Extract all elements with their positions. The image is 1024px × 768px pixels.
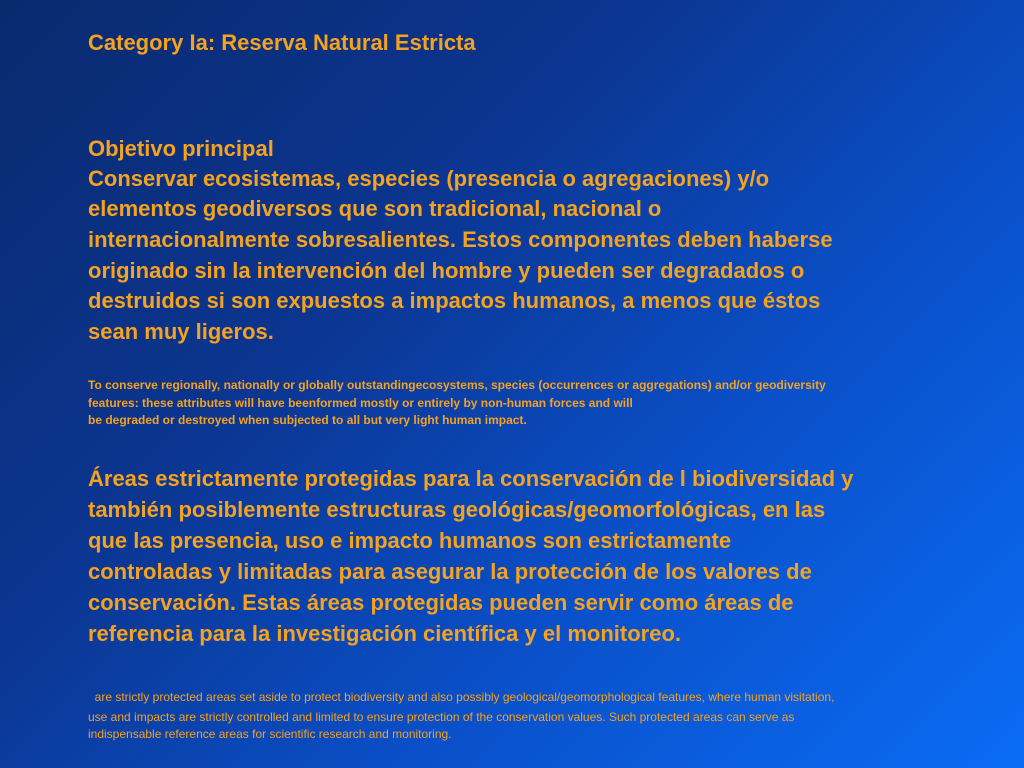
objective-text-line: elementos geodiversos que son tradicional, nacional o xyxy=(88,196,662,221)
description-english-line: indispensable reference areas for scientific research and monitoring. xyxy=(88,727,452,741)
objective-text-line: internacionalmente sobresalientes. Estos componentes deben haberse xyxy=(88,227,833,252)
description-text-line: conservación. Estas áreas protegidas pueden servir como áreas de xyxy=(88,590,794,615)
description-text-line: que las presencia, uso e impacto humanos son estrictamente xyxy=(88,528,732,553)
objective-text-line: originado sin la intervención del hombre y pueden ser degradados o xyxy=(88,258,805,283)
objective-heading: Objetivo principal xyxy=(88,136,274,161)
slide-title: Category Ia: Reserva Natural Estricta xyxy=(88,30,476,55)
objective-text-line: Conservar ecosistemas, especies (presencia o agregaciones) y/o xyxy=(88,166,770,191)
description-text-line: controladas y limitadas para asegurar la protección de los valores de xyxy=(88,559,812,584)
objective-text-line: destruidos si son expuestos a impactos humanos, a menos que éstos xyxy=(88,288,821,313)
description-text-line: también posiblemente estructuras geológicas/geomorfológicas, en las xyxy=(88,497,826,522)
objective-english-line: To conserve regionally, nationally or globally outstandingecosystems, species (occurrences or aggregations) and/or geodiversity xyxy=(88,378,826,392)
description-english-line: use and impacts are strictly controlled and limited to ensure protection of the conservation values. Such protected areas can serve as xyxy=(88,710,795,724)
description-text-line: Áreas estrictamente protegidas para la conservación de l biodiversidad y xyxy=(88,466,854,491)
description-text-line: referencia para la investigación científica y el monitoreo. xyxy=(88,621,681,646)
objective-english-line: be degraded or destroyed when subjected to all but very light human impact. xyxy=(88,413,527,427)
objective-text-line: sean muy ligeros. xyxy=(88,319,274,344)
description-english-line: are strictly protected areas set aside to protect biodiversity and also possibly geological/geomorphological features, where human visitation, xyxy=(88,690,835,704)
objective-english-line: features: these attributes will have beenformed mostly or entirely by non-human forces and will xyxy=(88,396,633,410)
